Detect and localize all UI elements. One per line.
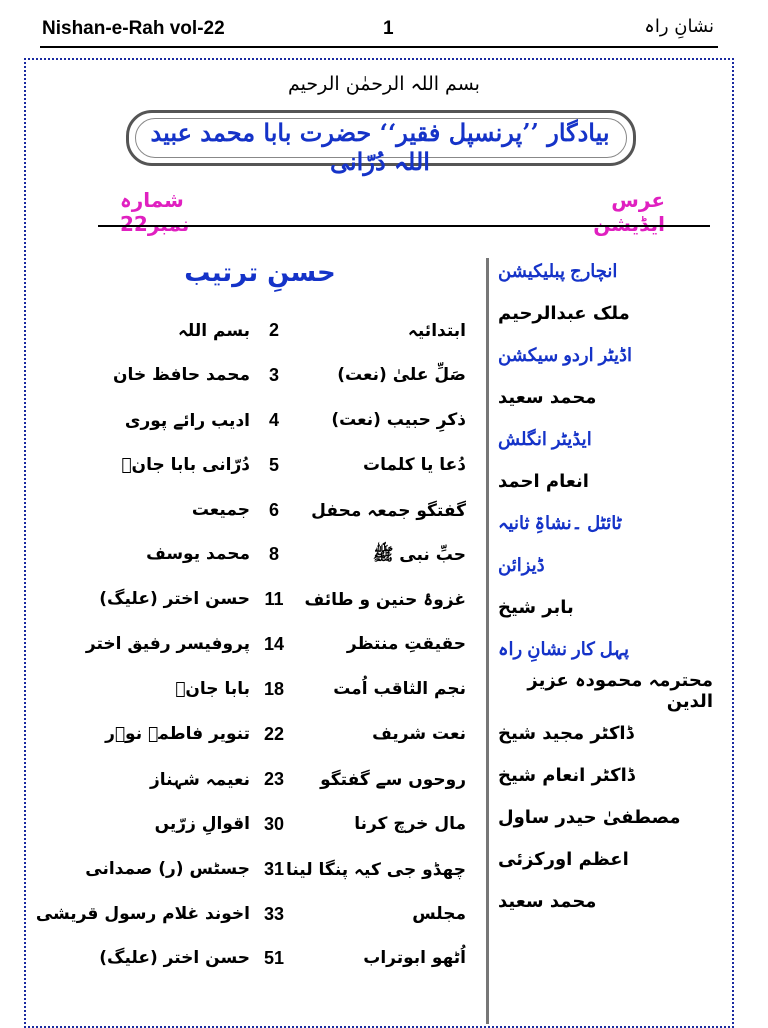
toc-title: روحوں سے گفتگو	[320, 769, 466, 790]
toc-title: مجلس	[412, 903, 466, 924]
staff-name: ڈاکٹر مجید شیخ	[498, 722, 634, 744]
staff-name-row	[498, 796, 713, 838]
toc-row	[96, 804, 466, 849]
staff-name-row	[498, 292, 713, 334]
section-divider	[98, 225, 710, 227]
toc-title: نجم الثاقب اُمت	[333, 679, 466, 700]
toc-row	[85, 624, 466, 669]
toc-author: دُرّانی بابا جانؒ	[121, 454, 250, 475]
toc-row	[96, 400, 466, 445]
staff-name-row	[498, 670, 713, 712]
staff-name-row	[498, 376, 713, 418]
toc-author: تنویر فاطمہ نوؔر	[105, 724, 250, 745]
toc-title: دُعا یا کلمات	[362, 454, 466, 475]
toc-row	[96, 669, 466, 714]
toc-page: 8	[268, 544, 279, 565]
staff-role-row	[498, 418, 713, 460]
staff-name: محترمہ محمودہ عزیز الدین	[527, 670, 713, 712]
bismillah: بسم اللہ الرحمٰن الرحیم	[288, 73, 480, 95]
staff-role: پہل کار نشانِ راہ	[498, 638, 629, 659]
staff-role: ایڈیٹر انگلش	[498, 428, 592, 449]
toc-title: غزوۂ حنین و طائف	[304, 590, 466, 611]
toc-author: بسم اللہ	[177, 321, 250, 341]
staff-name-row	[498, 838, 713, 880]
toc-author: بابا جانؒ	[175, 679, 250, 700]
header-rule	[40, 46, 718, 48]
toc-row	[85, 849, 466, 894]
staff-role-row	[498, 544, 713, 586]
staff-role-row	[498, 334, 713, 376]
toc-author: ادیب رائے پوری	[124, 410, 250, 431]
toc-heading: حسنِ ترتیب	[184, 258, 336, 288]
toc-row	[96, 534, 466, 579]
staff-name-row	[498, 712, 713, 754]
staff-list	[498, 250, 713, 922]
toc-row	[96, 445, 466, 490]
staff-name: محمد سعید	[498, 890, 597, 912]
table-of-contents	[35, 310, 466, 983]
toc-row	[96, 310, 466, 355]
staff-name: ملک عبدالرحیم	[498, 302, 630, 324]
toc-title: مال خرچ کرنا	[354, 813, 466, 834]
toc-page: 18	[263, 679, 285, 700]
toc-row	[35, 894, 466, 939]
toc-row	[96, 579, 466, 624]
toc-title: گفتگو جمعہ محفل	[311, 500, 466, 521]
running-header-urdu: نشانِ راہ	[644, 16, 714, 37]
toc-title: صَلِّ علیٰ (نعت)	[337, 364, 466, 385]
toc-row	[96, 355, 466, 400]
toc-author: جمیعت	[191, 499, 250, 520]
toc-author: حسن اختر (علیگ)	[99, 589, 250, 610]
staff-name: بابر شیخ	[498, 596, 574, 618]
toc-title: حبِّ نبی ﷺ	[372, 545, 466, 566]
staff-role-row	[498, 628, 713, 670]
toc-title: حقیقتِ منتظر	[346, 634, 466, 655]
toc-author: محمد حافظ خان	[113, 364, 250, 385]
toc-page: 5	[268, 454, 279, 475]
toc-page: 33	[263, 903, 285, 924]
edition-label: عرس ایڈیشن	[593, 188, 665, 236]
staff-role: ڈیزائن	[498, 554, 545, 575]
toc-row	[96, 759, 466, 804]
page-title: بیادگار ’’پرنسپل فقیر‘‘ حضرت بابا محمد عبید اللہ دُرّانی	[150, 118, 610, 176]
toc-row	[96, 490, 466, 535]
staff-name: ڈاکٹر انعام شیخ	[498, 764, 635, 786]
toc-author: نعیمہ شہناز	[150, 769, 250, 790]
staff-name-row	[498, 880, 713, 922]
toc-title: چھڈو جی کیہ پنگا لینا	[285, 859, 466, 880]
toc-page: 23	[263, 768, 285, 789]
toc-author: محمد یوسف	[146, 544, 250, 565]
page-number: 1	[383, 18, 394, 39]
staff-name: اعظم اورکزئی	[498, 848, 629, 870]
toc-page: 22	[263, 724, 285, 745]
toc-page: 51	[263, 948, 285, 969]
issue-number: شمارہ نمبر22	[120, 188, 190, 236]
column-divider	[486, 258, 489, 1024]
staff-name: مصطفیٰ حیدر ساول	[498, 806, 681, 828]
toc-title: اُٹھو ابوتراب	[363, 948, 466, 969]
staff-name-row	[498, 754, 713, 796]
toc-page: 30	[263, 813, 285, 834]
toc-page: 3	[268, 364, 279, 385]
staff-name: محمد سعید	[498, 386, 597, 408]
toc-row	[96, 938, 466, 983]
toc-page: 4	[268, 409, 279, 430]
running-header-title: Nishan-e-Rah vol-22	[42, 18, 225, 39]
toc-author: اخوند غلام رسول قریشی	[35, 903, 250, 924]
toc-page: 2	[268, 320, 279, 340]
toc-row	[96, 714, 466, 759]
toc-author: حسن اختر (علیگ)	[99, 948, 250, 969]
toc-author: پروفیسر رفیق اختر	[85, 634, 250, 655]
staff-role-row	[498, 502, 713, 544]
toc-page: 31	[263, 858, 285, 879]
toc-page: 11	[264, 589, 284, 610]
toc-title: نعت شریف	[372, 724, 466, 745]
toc-page: 14	[263, 634, 285, 655]
staff-name: انعام احمد	[498, 470, 589, 492]
staff-role-row	[498, 250, 713, 292]
staff-name-row	[498, 586, 713, 628]
staff-name-row	[498, 460, 713, 502]
toc-page: 6	[268, 499, 279, 520]
staff-role: انچارج پبلیکیشن	[498, 260, 618, 281]
toc-author: اقوالِ زرّیں	[154, 813, 250, 834]
toc-title: ابتدائیہ	[407, 321, 466, 341]
toc-author: جسٹس (ر) صمدانی	[85, 858, 250, 879]
staff-role: ٹائٹل ۔نشاۃِ ثانیہ	[498, 512, 622, 533]
toc-title: ذکرِ حبیب (نعت)	[331, 409, 466, 430]
staff-role: اڈیٹر اردو سیکشن	[498, 344, 633, 365]
